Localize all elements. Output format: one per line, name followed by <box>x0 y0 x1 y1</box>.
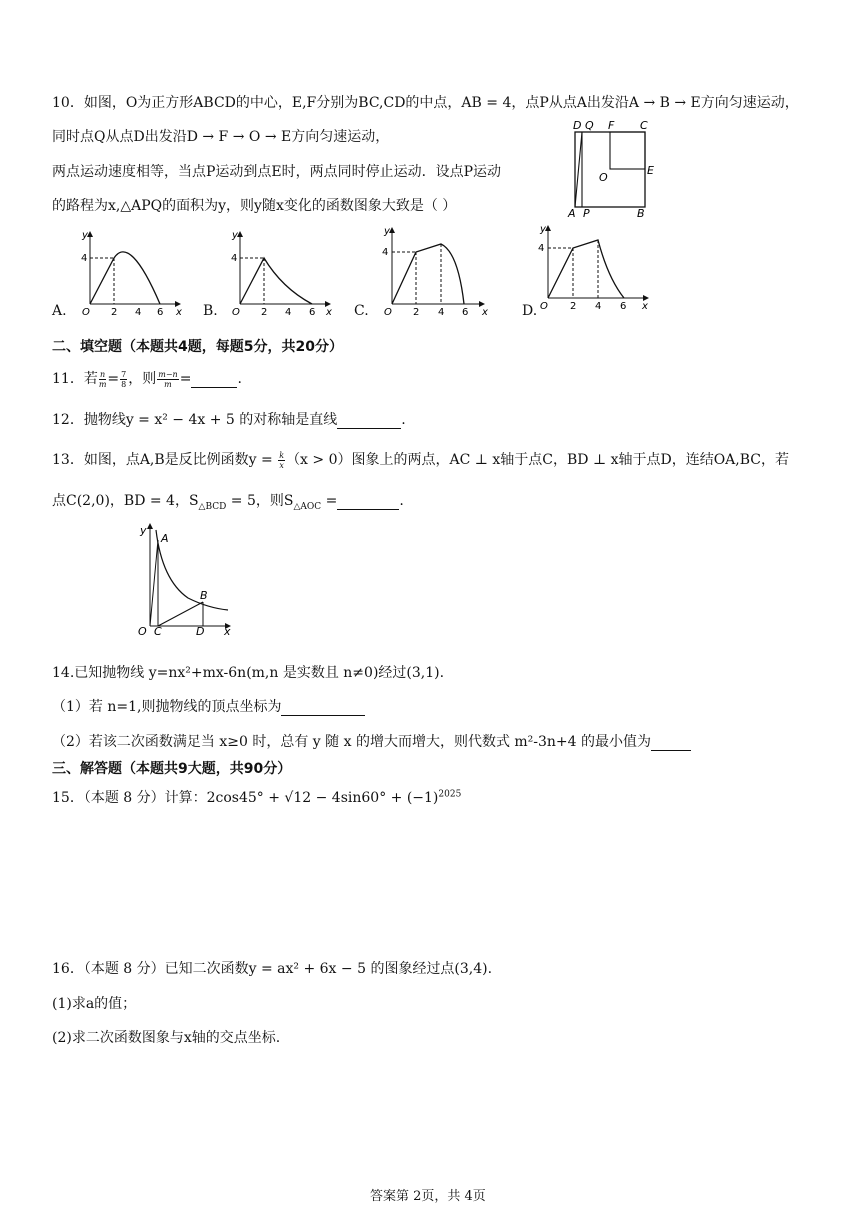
option-a-ytick: 4 <box>81 253 88 264</box>
option-c-xtick: 6 <box>462 307 469 318</box>
option-d-origin: O <box>540 301 548 312</box>
q13-fig-O: O <box>138 625 147 638</box>
option-a-y-axis-label: y <box>82 230 88 241</box>
option-b-ytick: 4 <box>231 253 238 264</box>
q13-fig-A: A <box>161 532 169 545</box>
q10-fig-B: B <box>637 207 645 220</box>
q13-fig-C: C <box>154 625 162 638</box>
q10-fig-E: E <box>647 164 654 177</box>
option-a-xtick: 4 <box>135 307 142 318</box>
option-c-y-axis-label: y <box>384 226 390 237</box>
q14-part-2-blank[interactable] <box>651 734 691 751</box>
option-d-xtick: 4 <box>595 301 602 312</box>
option-b-xtick: 2 <box>261 307 268 318</box>
q10-fig-D: D <box>573 119 582 132</box>
q10-fig-O: O <box>599 171 608 184</box>
option-b-y-axis-label: y <box>232 230 238 241</box>
q10-fig-Q: Q <box>585 119 594 132</box>
q16-part-1: (1)求a的值； <box>52 996 137 1012</box>
q10-fig-F: F <box>608 119 615 132</box>
q11-answer-blank[interactable] <box>191 371 237 388</box>
q12: 12．抛物线y = x² − 4x + 5 的对称轴是直线 . <box>52 412 406 428</box>
option-d-label[interactable]: D. <box>522 303 538 319</box>
q13-fig-B: B <box>200 589 208 602</box>
option-d-y-axis-label: y <box>540 224 546 235</box>
option-c-xtick: 4 <box>438 307 445 318</box>
q10-fig-P: P <box>583 207 590 220</box>
option-c-origin: O <box>384 307 392 318</box>
option-c-label[interactable]: C. <box>354 303 369 319</box>
q13-line-2: 点C(2,0)，BD = 4，$S_{\triangle BCD} = 5$，则$S_{\triangle AOC}$ = . <box>52 493 404 512</box>
option-d-xtick: 2 <box>570 301 577 312</box>
option-d-graph <box>530 220 655 320</box>
option-b-xtick: 4 <box>285 307 292 318</box>
q12-answer-blank[interactable] <box>337 412 401 429</box>
q10-square-figure <box>565 118 665 223</box>
section-2-heading: 二、填空题（本题共4题，每题5分，共20分） <box>52 339 343 355</box>
option-d-xtick: 6 <box>620 301 627 312</box>
q10-line-1: 10．如图，O为正方形ABCD的中心，E,F分别为BC,CD的中点，AB = 4，点P从点A出发沿A → B → E方向匀速运动， <box>52 95 799 111</box>
q10-line-3: 两点运动速度相等，当点P运动到点E时，两点同时停止运动．设点P运动 <box>52 164 502 180</box>
option-b-x-axis-label: x <box>326 307 332 318</box>
q14-part-1: （1）若 n=1,则抛物线的顶点坐标为 <box>52 696 365 716</box>
option-b-label[interactable]: B. <box>203 303 218 319</box>
option-c-ytick: 4 <box>382 247 389 258</box>
q16-stem: 16．（本题 8 分）已知二次函数y = ax² + 6x − 5 的图象经过点(3,4). <box>52 961 493 977</box>
q14-part-1-blank[interactable] <box>281 699 365 716</box>
option-a-label[interactable]: A. <box>52 303 67 319</box>
option-b-graph <box>222 226 337 321</box>
option-c-graph <box>372 222 492 322</box>
option-b-origin: O <box>232 307 240 318</box>
q16-part-2: (2)求二次函数图象与x轴的交点坐标. <box>52 1030 281 1046</box>
q10-line-2: 同时点Q从点D出发沿D → F → O → E方向匀速运动， <box>52 129 390 145</box>
q14-stem: 14.已知抛物线 y=nx²+mx-6n(m,n 是实数且 n≠0)经过(3,1). <box>52 665 445 681</box>
q13-figure <box>128 520 238 640</box>
q10-fig-A: A <box>568 207 576 220</box>
option-a-xtick: 6 <box>157 307 164 318</box>
option-d-x-axis-label: x <box>642 301 648 312</box>
q13-fig-x: x <box>224 625 231 638</box>
page-footer: 答案第 2页，共 4页 <box>370 1189 486 1204</box>
option-a-xtick: 2 <box>111 307 118 318</box>
q13-fig-D: D <box>196 625 205 638</box>
option-d-ytick: 4 <box>538 243 545 254</box>
option-b-xtick: 6 <box>309 307 316 318</box>
option-c-x-axis-label: x <box>482 307 488 318</box>
option-c-xtick: 2 <box>413 307 420 318</box>
q11: 11．若 $\frac{n}{m}$ = $\frac{7}{8}$ ，则 $\frac{m-n}{m}$ = . <box>52 369 242 389</box>
q10-line-4: 的路程为x,△APQ的面积为y，则y随x变化的函数图象大致是（ ） <box>52 198 457 214</box>
option-a-origin: O <box>82 307 90 318</box>
option-a-x-axis-label: x <box>176 307 182 318</box>
q13-line-1: 13．如图，点A,B是反比例函数y = $\frac{k}{x}$ （x > 0）图象上的两点，AC ⊥ x轴于点C，BD ⊥ x轴于点D，连结OA,BC，若 <box>52 450 789 470</box>
q13-fig-y: y <box>140 524 147 537</box>
q14-part-2: （2）若该二次函数满足当 x≥0 时，总有 y 随 x 的增大而增大，则代数式 m²-3n+4 的最小值为 <box>52 731 691 751</box>
section-3-heading: 三、解答题（本题共9大题，共90分） <box>52 761 292 777</box>
q10-fig-C: C <box>640 119 648 132</box>
option-a-graph <box>72 226 187 321</box>
q15: 15．（本题 8 分）计算：$2\cos 45^\circ + √12 - 4\sin 60^\circ + (-1)^{2025}$ <box>52 789 462 806</box>
q13-answer-blank[interactable] <box>337 493 399 510</box>
